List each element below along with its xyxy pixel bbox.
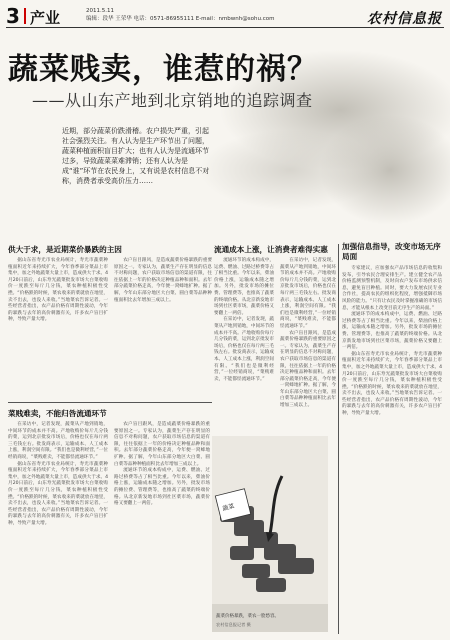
- section-heading-2: 菜贱难卖，不能归咎流通环节: [8, 409, 107, 418]
- masthead: [6, 6, 444, 28]
- article-column-1: [8, 258, 108, 398]
- paragraph: 据山东省寿光市农业局统计，寿光市蔬菜种植面积近年来持续扩大，今年春季部分菜品上市集中，加之外地蔬菜大量上市，造成供大于求。4月20日前后，山东寿光蔬菜批发市场大白菜收购价一度跌至每斤几分钱，菜农种植积极性受挫。“价格跌的时候，菜农收来的菜就放在地里，卖不出去，也没人来收。”当地菜农告诉记者。一些经营者指出，农产品价格有周期性波动，今年的暴跌与去年的高价刺激有关，许多农户盲目扩种，导致产量大增。: [8, 258, 108, 323]
- paragraph: 据山东省寿光市农业局统计，寿光市蔬菜种植面积近年来持续扩大，今年春季部分菜品上市集中，加之外地蔬菜大量上市，造成供大于求。4月20日前后，山东寿光蔬菜批发市场大白菜收购价一度跌至每斤几分钱，菜农种植积极性受挫。“价格跌的时候，菜农收来的菜就放在地里，卖不出去，也没人来收。”当地菜农告诉记者。一些经营者指出，农产品价格有周期性波动，今年的暴跌与去年的高价刺激有关，许多农户盲目扩种，导致产量大增。: [342, 351, 442, 417]
- issue-date: 2011.5.11: [86, 8, 114, 14]
- paragraph: 农户盲目跟风，是造成蔬菜价格暴跌的重要原因之一。专家认为，蔬菜生产存在明显的信息不对称问题，农户获取市场信息的渠道有限，往往依据上一年的价格决定种植品种和面积。去年部分蔬菜价格走高，今年便一窝蜂地扩种。据了解，今年山东部分地区大白菜、圆白菜等品种种植面积比去年增加三成以上。: [280, 330, 336, 409]
- photo-credit: 农村信息报记者 摄: [216, 622, 251, 627]
- column-divider: [338, 244, 339, 634]
- farmer-with-vegetables-illustration: [212, 436, 328, 632]
- section-accent-bar: [24, 8, 26, 24]
- paragraph: 流通环节的成本构成中，运费、燃油、过路过桥费等占了相当比重。今年以来，柴油价格上涨，运输成本随之增加。另外，批发市场的摊位费、管理费等，也推高了蔬菜的终端价格。从北京新发地市场到社区菜市场，蔬菜价格又要翻上一两倍。: [114, 468, 210, 507]
- header-meta: [86, 7, 274, 23]
- editor-contact: 编辑：段华 王荣华 电话：0571-86955111 E-mail：nmbwnh@sohu.com: [86, 16, 275, 22]
- newspaper-brand: 农村信息报: [367, 11, 442, 27]
- section-heading-3: 流通成本上涨，让消费者难得实惠: [214, 245, 328, 254]
- paragraph: 据山东省寿光市农业局统计，寿光市蔬菜种植面积近年来持续扩大，今年春季部分菜品上市集中，加之外地蔬菜大量上市，造成供大于求。4月20日前后，山东寿光蔬菜批发市场大白菜收购价一度跌至每斤几分钱，菜农种植积极性受挫。“价格跌的时候，菜农收来的菜就放在地里，卖不出去，也没人来收。”当地菜农告诉记者。一些经营者指出，农产品价格有周期性波动，今年的暴跌与去年的高价刺激有关，许多农户盲目扩种，导致产量大增。: [8, 461, 108, 526]
- paragraph: 专家建议，应加强农产品市场信息的收集和发布，引导农民合理安排生产。建立健全农产品价格监测预警机制，及时向农户发布市场供求信息，避免盲目种植。同时，要大力发展农民专业合作社，提高农民的组织化程度，增强抵御市场风险的能力。“只有让农民及时掌握准确的市场信息，才能从根本上改变目前无序生产的局面。”: [342, 266, 442, 311]
- section-heading-4: 加强信息指导，改变市场无序局面: [342, 242, 441, 261]
- page-number: 3: [6, 4, 20, 28]
- paragraph: 农户盲目跟风，是造成蔬菜价格暴跌的重要原因之一。专家认为，蔬菜生产存在明显的信息不对称问题，农户获取市场信息的渠道有限，往往依据上一年的价格决定种植品种和面积。去年部分蔬菜价格走高，今年便一窝蜂地扩种。据了解，今年山东部分地区大白菜、圆白菜等品种种植面积比去年增加三成以上。: [114, 422, 210, 467]
- news-photo: [212, 436, 328, 632]
- paragraph: 农户盲目跟风，是造成蔬菜价格暴跌的重要原因之一。专家认为，蔬菜生产存在明显的信息不对称问题，农户获取市场信息的渠道有限，往往依据上一年的价格决定种植品种和面积。去年部分蔬菜价格走高，今年便一窝蜂地扩种。据了解，今年山东部分地区大白菜、圆白菜等品种种植面积比去年增加三成以上。: [114, 258, 212, 303]
- article-column-6: [280, 258, 336, 434]
- headline: 蔬菜贱卖，谁惹的祸？: [8, 52, 318, 87]
- lead-paragraph: 近期，部分蔬菜价跌滑稽。农户损失严重，引起社会强烈关注。有人认为是生产环节出了问题，蔬菜种植面积盲目扩大；也有人认为是流通环节过多，导致蔬菜菜难滞销；还有人认为是成“谁”环节在农民身上，又有说是农村信息不对称，消费者承受高价压力……: [62, 127, 210, 185]
- subheadline: ——从山东产地到北京销地的追踪调查: [32, 91, 313, 110]
- article-column-4: [114, 422, 210, 634]
- section-divider: [8, 402, 212, 403]
- article-column-2: [114, 258, 212, 398]
- section-heading-1: 供大于求，是近期菜价暴跌的主因: [8, 245, 122, 254]
- paragraph: 在采访中，记者发现，蔬菜从产地到销地，中间环节的成本并不高。产地收购价每斤几分钱的菜，运到北京批发市场后，价格也仅在每斤两三毛钱左右。批发商表示，运输成本、人工成本上涨，利润空间有限。“我们也是微利经营，”一位经销商说，“菜贱难卖，不能都怪流通环节。”: [8, 422, 108, 460]
- paragraph: 流通环节的成本构成中，运费、燃油、过路过桥费等占了相当比重。今年以来，柴油价格上涨，运输成本随之增加。另外，批发市场的摊位费、管理费等，也推高了蔬菜的终端价格。从北京新发地市场到社区菜市场，蔬菜价格又要翻上一两倍。: [214, 258, 274, 316]
- section-name: 产业: [30, 9, 61, 27]
- paragraph: 流通环节的成本构成中，运费、燃油、过路过桥费等占了相当比重。今年以来，柴油价格上涨，运输成本随之增加。另外，批发市场的摊位费、管理费等，也推高了蔬菜的终端价格。从北京新发地市场到社区菜市场，蔬菜价格又要翻上一两倍。: [342, 312, 442, 351]
- paragraph: 在采访中，记者发现，蔬菜从产地到销地，中间环节的成本并不高。产地收购价每斤几分钱的菜，运到北京批发市场后，价格也仅在每斤两三毛钱左右。批发商表示，运输成本、人工成本上涨，利润空间有限。“我们也是微利经营，”一位经销商说，“菜贱难卖，不能都怪流通环节。”: [214, 317, 274, 382]
- article-column-3: [8, 422, 108, 634]
- article-column-7: [342, 266, 442, 634]
- photo-caption: 蔬菜价格暴跌，菜农一脸愁容。: [216, 614, 279, 619]
- article-column-5: [214, 258, 274, 434]
- paragraph: 在采访中，记者发现，蔬菜从产地到销地，中间环节的成本并不高。产地收购价每斤几分钱的菜，运到北京批发市场后，价格也仅在每斤两三毛钱左右。批发商表示，运输成本、人工成本上涨，利润空间有限。“我们也是微利经营，”一位经销商说，“菜贱难卖，不能都怪流通环节。”: [280, 258, 336, 329]
- svg-text:蔬菜: 蔬菜: [221, 502, 236, 513]
